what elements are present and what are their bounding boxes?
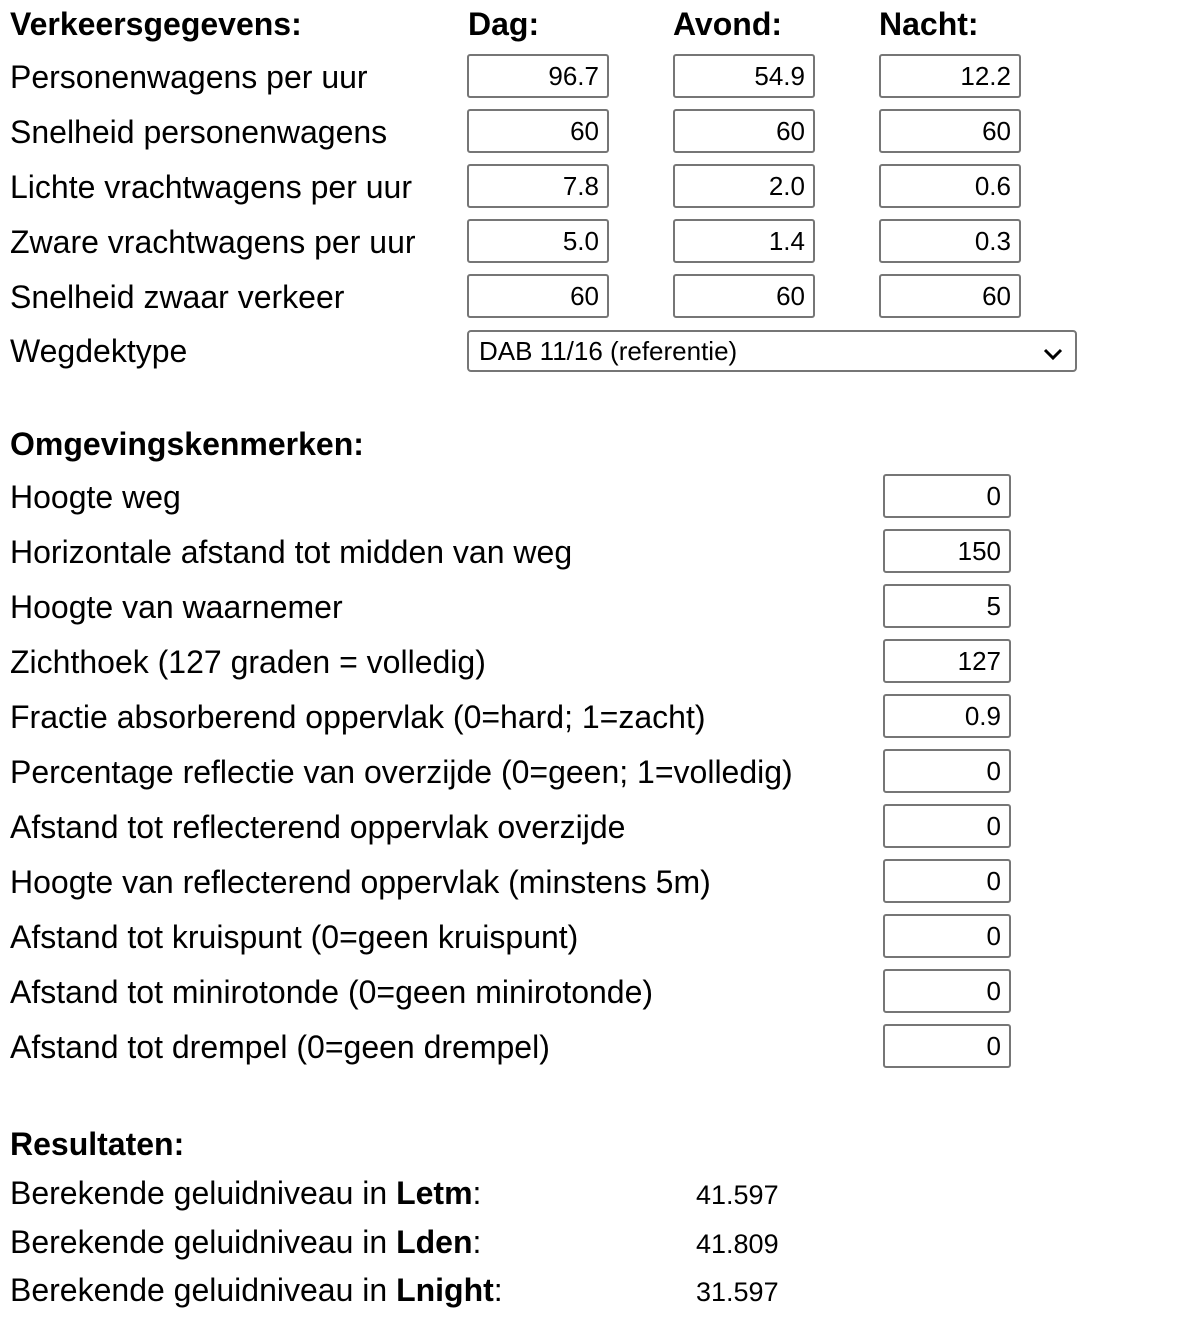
env-row-label: Afstand tot kruispunt (0=geen kruispunt) <box>10 919 579 955</box>
reflecting-height-input[interactable] <box>883 859 1011 903</box>
light-trucks-evening-input[interactable] <box>673 164 815 208</box>
crossing-distance-input[interactable] <box>883 914 1011 958</box>
road-height-input[interactable] <box>883 474 1011 518</box>
heavy-trucks-evening-input[interactable] <box>673 219 815 263</box>
light-trucks-day-input[interactable] <box>467 164 609 208</box>
result-row-letm: Berekende geluidniveau in Letm: <box>10 1175 482 1211</box>
result-prefix: Berekende geluidniveau in <box>10 1224 397 1260</box>
horizontal-distance-input[interactable] <box>883 529 1011 573</box>
col-night-header: Nacht: <box>879 6 979 42</box>
car-speed-night-input[interactable] <box>879 109 1021 153</box>
col-day-header: Dag: <box>468 6 540 42</box>
env-row-label: Hoogte weg <box>10 479 181 515</box>
result-value-lnight: 31.597 <box>696 1277 779 1307</box>
heavy-trucks-night-input[interactable] <box>879 219 1021 263</box>
roundabout-distance-input[interactable] <box>883 969 1011 1013</box>
result-row-lden: Berekende geluidniveau in Lden: <box>10 1224 482 1260</box>
heavy-speed-evening-input[interactable] <box>673 274 815 318</box>
car-speed-day-input[interactable] <box>467 109 609 153</box>
surface-type-value: DAB 11/16 (referentie) <box>479 336 738 366</box>
car-speed-evening-input[interactable] <box>673 109 815 153</box>
surface-type-label: Wegdektype <box>10 333 188 369</box>
env-row-label: Afstand tot minirotonde (0=geen minirotonde) <box>10 974 654 1010</box>
heavy-trucks-day-input[interactable] <box>467 219 609 263</box>
traffic-row-label: Snelheid zwaar verkeer <box>10 279 345 315</box>
heavy-speed-night-input[interactable] <box>879 274 1021 318</box>
env-row-label: Afstand tot drempel (0=geen drempel) <box>10 1029 550 1065</box>
env-row-label: Zichthoek (127 graden = volledig) <box>10 644 486 680</box>
cars-per-hour-evening-input[interactable] <box>673 54 815 98</box>
result-prefix: Berekende geluidniveau in <box>10 1272 397 1308</box>
view-angle-input[interactable] <box>883 639 1011 683</box>
observer-height-input[interactable] <box>883 584 1011 628</box>
traffic-row-label: Snelheid personenwagens <box>10 114 388 150</box>
result-row-lnight: Berekende geluidniveau in Lnight: <box>10 1272 503 1308</box>
env-row-label: Horizontale afstand tot midden van weg <box>10 534 573 570</box>
env-row-label: Percentage reflectie van overzijde (0=geen; 1=volledig) <box>10 754 793 790</box>
absorbing-fraction-input[interactable] <box>883 694 1011 738</box>
env-row-label: Hoogte van reflecterend oppervlak (minstens 5m) <box>10 864 711 900</box>
environment-heading: Omgevingskenmerken: <box>10 426 364 462</box>
env-row-label: Afstand tot reflecterend oppervlak overzijde <box>10 809 626 845</box>
traffic-row-label: Zware vrachtwagens per uur <box>10 224 416 260</box>
speed-bump-distance-input[interactable] <box>883 1024 1011 1068</box>
reflection-percentage-input[interactable] <box>883 749 1011 793</box>
heavy-speed-day-input[interactable] <box>467 274 609 318</box>
traffic-heading: Verkeersgegevens: <box>10 6 302 42</box>
traffic-row-label: Personenwagens per uur <box>10 59 368 95</box>
result-value-lden: 41.809 <box>696 1229 779 1259</box>
cars-per-hour-night-input[interactable] <box>879 54 1021 98</box>
env-row-label: Fractie absorberend oppervlak (0=hard; 1=zacht) <box>10 699 706 735</box>
reflecting-distance-input[interactable] <box>883 804 1011 848</box>
result-value-letm: 41.597 <box>696 1180 779 1210</box>
result-metric: Letm <box>396 1175 473 1211</box>
traffic-row-label: Lichte vrachtwagens per uur <box>10 169 412 205</box>
surface-type-select[interactable] <box>467 330 1077 372</box>
result-metric: Lnight <box>396 1272 494 1308</box>
light-trucks-night-input[interactable] <box>879 164 1021 208</box>
result-prefix: Berekende geluidniveau in <box>10 1175 397 1211</box>
chevron-down-icon <box>1041 338 1065 362</box>
col-evening-header: Avond: <box>673 6 783 42</box>
results-heading: Resultaten: <box>10 1126 185 1162</box>
cars-per-hour-day-input[interactable] <box>467 54 609 98</box>
result-metric: Lden <box>396 1224 473 1260</box>
env-row-label: Hoogte van waarnemer <box>10 589 343 625</box>
